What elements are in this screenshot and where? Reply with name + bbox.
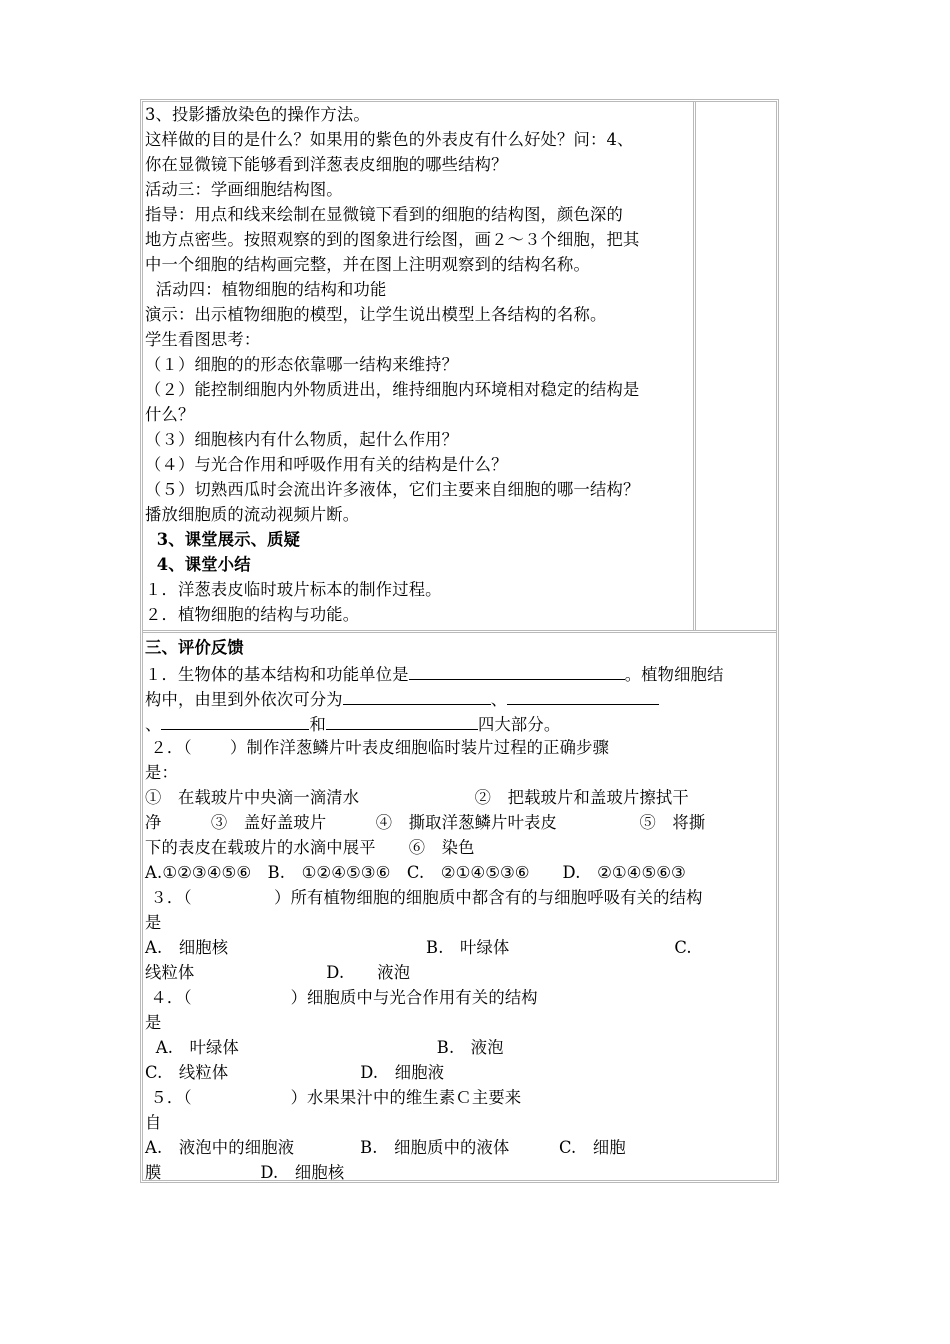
text: 四大部分。 [477, 715, 561, 734]
question-line: ３．（ ）所有植物细胞的细胞质中都含有的与细胞呼吸有关的结构 [145, 888, 703, 907]
blank-line [343, 688, 491, 705]
option-line: 线粒体 D. 液泡 [145, 963, 411, 982]
question-1-line [145, 713, 560, 735]
text-line: 活动四：植物细胞的结构和功能 [145, 280, 387, 299]
activities-row [143, 102, 776, 630]
question-line: ２．（ ）制作洋葱鳞片叶表皮细胞临时装片过程的正确步骤 [145, 738, 610, 757]
text-line: 演示：出示植物细胞的模型，让学生说出模型上各结构的名称。 [145, 305, 607, 324]
text-line: 中一个细胞的结构画完整，并在图上注明观察到的结构名称。 [145, 255, 590, 274]
text-line: １．洋葱表皮临时玻片标本的制作过程。 [145, 580, 442, 599]
text-line: 播放细胞质的流动视频片断。 [145, 505, 360, 524]
section-heading: 三、评价反馈 [145, 638, 244, 657]
activities-cell [143, 102, 696, 630]
text-line: 什么？ [145, 405, 195, 424]
option-line: 膜 D. 细胞核 [145, 1163, 345, 1182]
text-line: 地方点密些。按照观察的到的图象进行绘图，画２～３个细胞，把其 [145, 230, 640, 249]
text-line: （１）细胞的的形态依靠哪一结构来维持？ [145, 355, 459, 374]
option-line: A. 液泡中的细胞液 B. 细胞质中的液体 C. 细胞 [145, 1138, 626, 1157]
text: １．生物体的基本结构和功能单位是 [145, 665, 409, 684]
row-divider [143, 630, 776, 633]
text-line: （３）细胞核内有什么物质，起什么作用？ [145, 430, 459, 449]
text-line: （２）能控制细胞内外物质进出，维持细胞内环境相对稳定的结构是 [145, 380, 640, 399]
option-line: 净 ③ 盖好盖玻片 ④ 撕取洋葱鳞片叶表皮 ⑤ 将撕 [145, 813, 706, 832]
blank-line [507, 688, 659, 705]
question-1-line [145, 688, 659, 710]
question-line: 是： [145, 763, 178, 782]
option-line: ① 在载玻片中央滴一滴清水 ② 把载玻片和盖玻片擦拭干 [145, 788, 689, 807]
option-line: A. 细胞核 B. 叶绿体 C. [145, 938, 692, 957]
text-line: （５）切熟西瓜时会流出许多液体，它们主要来自细胞的哪一结构？ [145, 480, 640, 499]
text: 构中，由里到外依次可分为 [145, 690, 343, 709]
text-line: 这样做的目的是什么？如果用的紫色的外表皮有什么好处？问：4、 [145, 130, 634, 149]
option-line: 下的表皮在载玻片的水滴中展平 ⑥ 染色 [145, 838, 475, 857]
text: 、 [145, 715, 162, 734]
question-line: 是 [145, 913, 162, 932]
question-line: 是 [145, 1013, 162, 1032]
section-heading: 3、课堂展示、质疑 [145, 530, 301, 549]
text: 。植物细胞结 [624, 665, 724, 684]
blank-line [409, 663, 625, 680]
section-heading: 4、课堂小结 [145, 555, 251, 574]
option-line: C. 线粒体 D. 细胞液 [145, 1063, 445, 1082]
option-line: A. 叶绿体 B. 液泡 [145, 1038, 504, 1057]
question-line: ５．（ ）水果果汁中的维生素Ｃ主要来 [145, 1088, 522, 1107]
text: 、 [490, 690, 508, 709]
text-line: ２．植物细胞的结构与功能。 [145, 605, 360, 624]
text-line: 3、投影播放染色的操作方法。 [145, 105, 370, 124]
question-1-line [145, 663, 724, 685]
question-line: 自 [145, 1113, 162, 1132]
text-line: 你在显微镜下能够看到洋葱表皮细胞的哪些结构？ [145, 155, 508, 174]
question-line: ４．（ ）细胞质中与光合作用有关的结构 [145, 988, 538, 1007]
blank-line [161, 713, 309, 730]
text-line: 学生看图思考： [145, 330, 261, 349]
blank-line [326, 713, 478, 730]
option-line: A.①②③④⑤⑥ B. ①②④⑤③⑥ C. ②①④⑤③⑥ D. ②①④⑤⑥③ [145, 863, 686, 882]
text-line: （４）与光合作用和呼吸作用有关的结构是什么？ [145, 455, 508, 474]
text: 和 [309, 715, 326, 734]
text-line: 指导：用点和线来绘制在显微镜下看到的细胞的结构图，颜色深的 [145, 205, 623, 224]
text-line: 活动三：学画细胞结构图。 [145, 180, 343, 199]
lesson-plan-table [140, 99, 779, 1183]
